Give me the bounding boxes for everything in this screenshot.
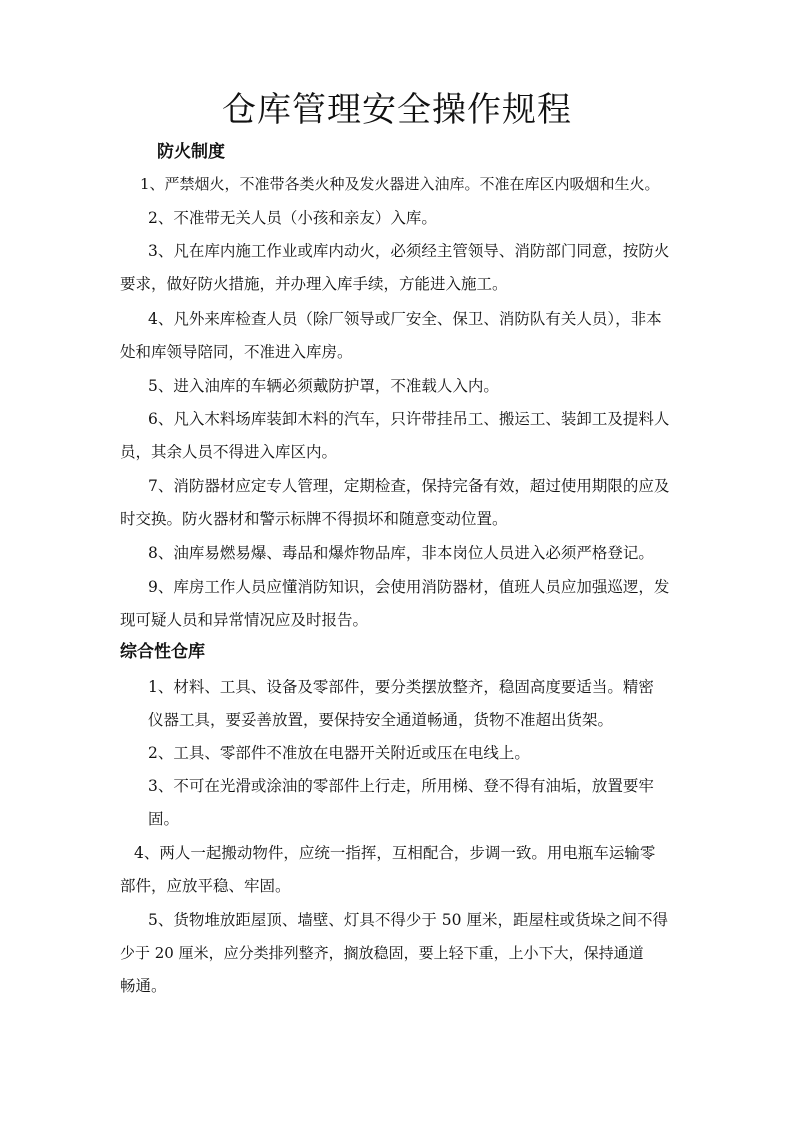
paragraph-line: 1、严禁烟火，不准带各类火种及发火器进入油库。不准在库区内吸烟和生火。: [140, 175, 660, 193]
paragraph-line: 4、凡外来库检查人员（除厂领导或厂安全、保卫、消防队有关人员），非本: [148, 310, 662, 328]
paragraph-line: 时交换。防火器材和警示标牌不得损坏和随意变动位置。: [120, 510, 508, 528]
paragraph-line: 8、油库易燃易爆、毒品和爆炸物品库，非本岗位人员进入必须严格登记。: [148, 544, 654, 562]
section-heading-general-warehouse: 综合性仓库: [120, 642, 205, 662]
paragraph-line: 9、库房工作人员应懂消防知识，会使用消防器材，值班人员应加强巡逻，发: [148, 578, 670, 596]
document-title: 仓库管理安全操作规程: [222, 90, 572, 130]
paragraph-line: 5、货物堆放距屋顶、墙壁、灯具不得少于 50 厘米，距屋柱或货垛之间不得: [148, 911, 668, 929]
paragraph-line: 少于 20 厘米，应分类排列整齐，搁放稳固，要上轻下重，上小下大，保持通道: [120, 944, 644, 962]
paragraph-line: 7、消防器材应定专人管理，定期检查，保持完备有效，超过使用期限的应及: [148, 477, 670, 495]
paragraph-line: 4、两人一起搬动物件，应统一指挥，互相配合，步调一致。用电瓶车运输零: [134, 844, 656, 862]
paragraph-line: 仪器工具，要妥善放置，要保持安全通道畅通，货物不准超出货架。: [148, 711, 614, 729]
paragraph-line: 2、不准带无关人员（小孩和亲友）入库。: [148, 209, 437, 227]
paragraph-line: 3、凡在库内施工作业或库内动火，必须经主管领导、消防部门同意，按防火: [148, 242, 670, 260]
paragraph-line: 5、进入油库的车辆必须戴防护罩，不准载人入内。: [148, 377, 499, 395]
paragraph-line: 1、材料、工具、设备及零部件，要分类摆放整齐，稳固高度要适当。精密: [148, 678, 654, 696]
paragraph-line: 2、工具、零部件不准放在电器开关附近或压在电线上。: [148, 744, 530, 762]
paragraph-line: 3、不可在光滑或涂油的零部件上行走，所用梯、登不得有油垢，放置要牢: [148, 777, 654, 795]
section-heading-fire-safety: 防火制度: [157, 142, 225, 162]
paragraph-line: 畅通。: [120, 977, 167, 995]
paragraph-line: 要求，做好防火措施，并办理入库手续，方能进入施工。: [120, 275, 508, 293]
paragraph-line: 6、凡入木料场库装卸木料的汽车，只许带挂吊工、搬运工、装卸工及提料人: [148, 410, 670, 428]
paragraph-line: 现可疑人员和异常情况应及时报告。: [120, 611, 369, 629]
paragraph-line: 固。: [148, 810, 180, 828]
paragraph-line: 处和库领导陪同，不准进入库房。: [120, 343, 353, 361]
paragraph-line: 员，其余人员不得进入库区内。: [120, 443, 338, 461]
paragraph-line: 部件，应放平稳、牢固。: [120, 877, 291, 895]
